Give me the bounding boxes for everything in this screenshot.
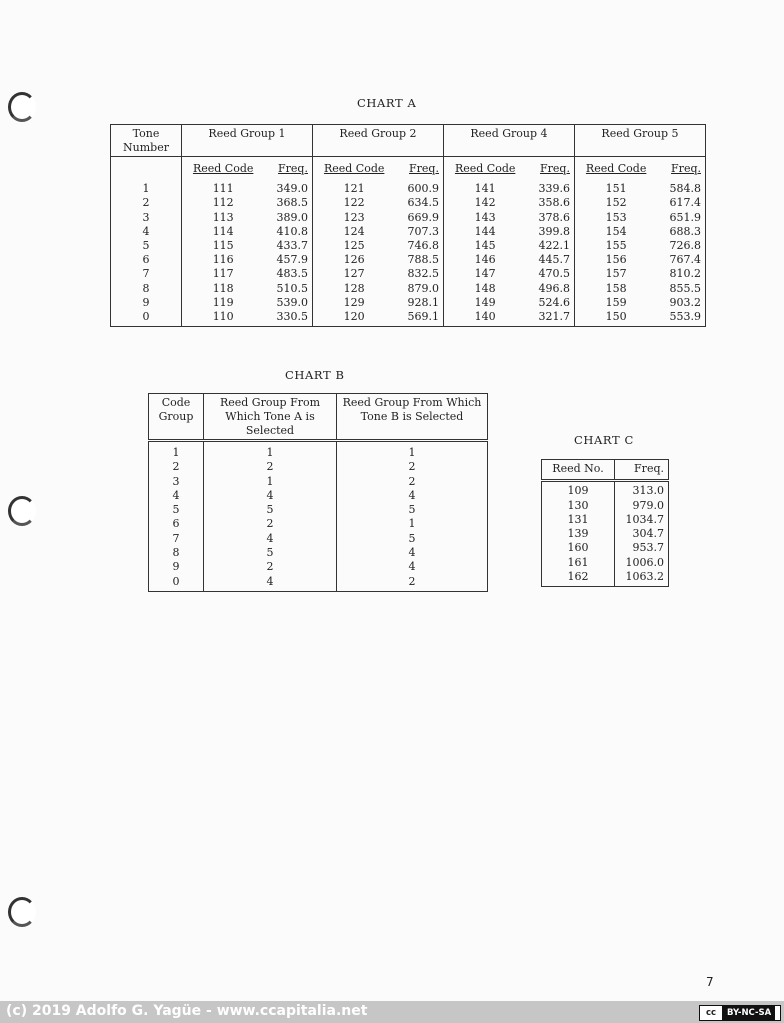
reed-code-cell: 110 bbox=[182, 310, 265, 327]
reed-code-cell: 154 bbox=[574, 225, 657, 239]
freq-cell: 903.2 bbox=[669, 295, 701, 309]
table-row bbox=[149, 446, 488, 460]
table-row bbox=[542, 499, 669, 513]
binder-hole-top bbox=[8, 92, 36, 122]
header-tone-a-group: Reed Group From Which Tone A is Selected bbox=[204, 394, 337, 441]
freq-cell: 569.1 bbox=[407, 310, 439, 324]
freq-cell: 358.6 bbox=[538, 196, 570, 210]
freq-cell: 483.5 bbox=[276, 267, 308, 281]
subheader-reed-code: Reed Code bbox=[454, 162, 516, 175]
reed-code-cell: 140 bbox=[443, 310, 526, 327]
reed-code-cell: 119 bbox=[182, 296, 265, 310]
freq-cell: 339.6 bbox=[538, 182, 570, 196]
table-row bbox=[542, 527, 669, 541]
freq-cell: 378.6 bbox=[538, 210, 570, 224]
header-freq: Freq. bbox=[615, 460, 669, 481]
code-group-cell: 2 bbox=[172, 460, 180, 474]
code-group-cell: 7 bbox=[172, 531, 180, 545]
table-row bbox=[542, 513, 669, 527]
code-group-cell: 4 bbox=[172, 488, 180, 502]
chart-b-title: CHART B bbox=[285, 368, 345, 382]
tone-a-group-cell: 2 bbox=[204, 560, 337, 574]
freq-cell: 1063.2 bbox=[615, 570, 669, 587]
code-group-cell: 9 bbox=[172, 560, 180, 574]
reed-code-cell: 124 bbox=[312, 225, 395, 239]
tone-number-cell: 9 bbox=[142, 295, 150, 309]
header-reed-group-4: Reed Group 4 bbox=[443, 125, 574, 157]
reed-no-cell: 162 bbox=[567, 570, 589, 584]
tone-a-group-cell: 2 bbox=[204, 517, 337, 531]
freq-cell: 707.3 bbox=[407, 224, 439, 238]
tone-number-cell: 5 bbox=[142, 239, 150, 253]
reed-no-cell: 139 bbox=[567, 527, 589, 541]
reed-code-cell: 155 bbox=[574, 239, 657, 253]
header-reed-group-5: Reed Group 5 bbox=[574, 125, 705, 157]
freq-cell: 470.5 bbox=[538, 267, 570, 281]
freq-cell: 389.0 bbox=[276, 210, 308, 224]
freq-cell: 1034.7 bbox=[615, 513, 669, 527]
tone-a-group-cell: 5 bbox=[204, 503, 337, 517]
chart-b-table bbox=[148, 393, 488, 592]
table-row bbox=[111, 211, 706, 225]
freq-cell: 879.0 bbox=[407, 281, 439, 295]
reed-code-cell: 158 bbox=[574, 282, 657, 296]
tone-a-group-cell: 1 bbox=[204, 475, 337, 489]
subheader-reed-code: Reed Code bbox=[323, 162, 385, 175]
code-group-cell: 6 bbox=[172, 517, 180, 531]
table-row bbox=[111, 196, 706, 210]
reed-code-cell: 141 bbox=[443, 182, 526, 196]
reed-code-cell: 113 bbox=[182, 211, 265, 225]
freq-cell: 313.0 bbox=[615, 484, 669, 498]
table-row bbox=[149, 532, 488, 546]
tone-number-cell: 3 bbox=[142, 210, 150, 224]
license-terms: BY-NC-SA bbox=[723, 1006, 775, 1020]
table-row bbox=[149, 489, 488, 503]
footer-copyright: (c) 2019 Adolfo G. Yagüe - www.ccapitalia.net bbox=[6, 1003, 368, 1019]
subheader-freq: Freq. bbox=[409, 162, 439, 175]
reed-code-cell: 120 bbox=[312, 310, 395, 327]
tone-number-cell: 7 bbox=[142, 267, 150, 281]
table-row bbox=[542, 556, 669, 570]
chart-a-subheader-row bbox=[111, 157, 706, 183]
reed-code-cell: 156 bbox=[574, 253, 657, 267]
cc-icon: cc bbox=[700, 1006, 723, 1020]
freq-cell: 445.7 bbox=[538, 253, 570, 267]
reed-code-cell: 118 bbox=[182, 282, 265, 296]
table-row bbox=[149, 517, 488, 531]
reed-code-cell: 114 bbox=[182, 225, 265, 239]
freq-cell: 304.7 bbox=[615, 527, 669, 541]
freq-cell: 651.9 bbox=[669, 210, 701, 224]
tone-b-group-cell: 4 bbox=[337, 489, 488, 503]
freq-cell: 368.5 bbox=[276, 196, 308, 210]
reed-code-cell: 147 bbox=[443, 267, 526, 281]
freq-cell: 953.7 bbox=[615, 541, 669, 555]
freq-cell: 928.1 bbox=[407, 295, 439, 309]
tone-a-group-cell: 4 bbox=[204, 489, 337, 503]
table-row bbox=[149, 560, 488, 574]
header-code-group: Code Group bbox=[149, 394, 204, 441]
tone-b-group-cell: 2 bbox=[337, 575, 488, 592]
tone-b-group-cell: 2 bbox=[337, 475, 488, 489]
subheader-reed-code: Reed Code bbox=[192, 162, 254, 175]
reed-code-cell: 146 bbox=[443, 253, 526, 267]
tone-a-group-cell: 4 bbox=[204, 532, 337, 546]
freq-cell: 330.5 bbox=[276, 310, 308, 324]
reed-code-cell: 157 bbox=[574, 267, 657, 281]
reed-code-cell: 145 bbox=[443, 239, 526, 253]
table-row bbox=[149, 575, 488, 592]
reed-code-cell: 125 bbox=[312, 239, 395, 253]
reed-code-cell: 127 bbox=[312, 267, 395, 281]
binder-hole-bottom bbox=[8, 897, 36, 927]
reed-code-cell: 115 bbox=[182, 239, 265, 253]
tone-number-cell: 6 bbox=[142, 253, 150, 267]
subheader-freq: Freq. bbox=[671, 162, 701, 175]
chart-c-title: CHART C bbox=[574, 433, 634, 447]
chart-a-header-row bbox=[111, 125, 706, 157]
code-group-cell: 0 bbox=[172, 574, 180, 588]
freq-cell: 746.8 bbox=[407, 239, 439, 253]
reed-code-cell: 148 bbox=[443, 282, 526, 296]
tone-a-group-cell: 4 bbox=[204, 575, 337, 592]
freq-cell: 788.5 bbox=[407, 253, 439, 267]
subheader-reed-code: Reed Code bbox=[585, 162, 647, 175]
reed-code-cell: 152 bbox=[574, 196, 657, 210]
freq-cell: 433.7 bbox=[276, 239, 308, 253]
code-group-cell: 5 bbox=[172, 503, 180, 517]
freq-cell: 410.8 bbox=[276, 224, 308, 238]
code-group-cell: 8 bbox=[172, 546, 180, 560]
reed-code-cell: 121 bbox=[312, 182, 395, 196]
freq-cell: 349.0 bbox=[276, 182, 308, 196]
freq-cell: 669.9 bbox=[407, 210, 439, 224]
tone-b-group-cell: 1 bbox=[337, 517, 488, 531]
table-row bbox=[542, 484, 669, 498]
tone-number-cell: 8 bbox=[142, 281, 150, 295]
header-reed-group-2: Reed Group 2 bbox=[312, 125, 443, 157]
reed-code-cell: 142 bbox=[443, 196, 526, 210]
chart-a-table bbox=[110, 124, 706, 327]
header-reed-no: Reed No. bbox=[542, 460, 615, 481]
tone-a-group-cell: 5 bbox=[204, 546, 337, 560]
tone-b-group-cell: 2 bbox=[337, 460, 488, 474]
page-number: 7 bbox=[706, 975, 714, 989]
table-row bbox=[111, 267, 706, 281]
tone-b-group-cell: 5 bbox=[337, 532, 488, 546]
freq-cell: 855.5 bbox=[669, 281, 701, 295]
tone-number-cell: 0 bbox=[142, 310, 150, 324]
reed-no-cell: 161 bbox=[567, 555, 589, 569]
freq-cell: 600.9 bbox=[407, 182, 439, 196]
table-row bbox=[149, 460, 488, 474]
reed-code-cell: 116 bbox=[182, 253, 265, 267]
reed-code-cell: 126 bbox=[312, 253, 395, 267]
table-row bbox=[111, 239, 706, 253]
table-row bbox=[111, 225, 706, 239]
table-row bbox=[111, 282, 706, 296]
tone-number-cell: 2 bbox=[142, 196, 150, 210]
tone-a-group-cell: 2 bbox=[204, 460, 337, 474]
chart-a-title: CHART A bbox=[357, 96, 417, 110]
reed-code-cell: 122 bbox=[312, 196, 395, 210]
reed-code-cell: 123 bbox=[312, 211, 395, 225]
tone-number-cell: 4 bbox=[142, 224, 150, 238]
header-tone-number: Tone Number bbox=[111, 125, 182, 157]
freq-cell: 399.8 bbox=[538, 224, 570, 238]
header-reed-group-1: Reed Group 1 bbox=[182, 125, 313, 157]
table-row bbox=[149, 546, 488, 560]
tone-b-group-cell: 5 bbox=[337, 503, 488, 517]
freq-cell: 726.8 bbox=[669, 239, 701, 253]
table-row bbox=[111, 296, 706, 310]
freq-cell: 810.2 bbox=[669, 267, 701, 281]
chart-c-header-row bbox=[542, 460, 669, 481]
reed-code-cell: 143 bbox=[443, 211, 526, 225]
freq-cell: 539.0 bbox=[276, 295, 308, 309]
tone-b-group-cell: 4 bbox=[337, 560, 488, 574]
table-row bbox=[149, 503, 488, 517]
table-row bbox=[111, 310, 706, 327]
footer-bar bbox=[0, 1001, 784, 1023]
reed-code-cell: 144 bbox=[443, 225, 526, 239]
freq-cell: 524.6 bbox=[538, 295, 570, 309]
reed-no-cell: 131 bbox=[567, 512, 589, 526]
reed-no-cell: 109 bbox=[567, 484, 589, 498]
reed-code-cell: 129 bbox=[312, 296, 395, 310]
freq-cell: 617.4 bbox=[669, 196, 701, 210]
table-row bbox=[111, 253, 706, 267]
reed-code-cell: 112 bbox=[182, 196, 265, 210]
reed-code-cell: 150 bbox=[574, 310, 657, 327]
tone-number-cell: 1 bbox=[142, 182, 150, 196]
freq-cell: 553.9 bbox=[669, 310, 701, 324]
code-group-cell: 1 bbox=[172, 446, 180, 459]
table-row bbox=[149, 475, 488, 489]
code-group-cell: 3 bbox=[172, 474, 180, 488]
freq-cell: 979.0 bbox=[615, 499, 669, 513]
header-tone-b-group: Reed Group From Which Tone B is Selected bbox=[337, 394, 488, 441]
freq-cell: 321.7 bbox=[538, 310, 570, 324]
table-row bbox=[542, 570, 669, 587]
reed-no-cell: 160 bbox=[567, 541, 589, 555]
reed-code-cell: 111 bbox=[182, 182, 265, 196]
chart-b-header-row bbox=[149, 394, 488, 441]
license-badge bbox=[699, 1005, 781, 1021]
freq-cell: 767.4 bbox=[669, 253, 701, 267]
subheader-freq: Freq. bbox=[278, 162, 308, 175]
table-row bbox=[111, 182, 706, 196]
freq-cell: 832.5 bbox=[407, 267, 439, 281]
reed-no-cell: 130 bbox=[567, 498, 589, 512]
freq-cell: 496.8 bbox=[538, 281, 570, 295]
freq-cell: 422.1 bbox=[538, 239, 570, 253]
freq-cell: 584.8 bbox=[669, 182, 701, 196]
reed-code-cell: 128 bbox=[312, 282, 395, 296]
reed-code-cell: 151 bbox=[574, 182, 657, 196]
binder-hole-middle bbox=[8, 496, 36, 526]
reed-code-cell: 159 bbox=[574, 296, 657, 310]
reed-code-cell: 149 bbox=[443, 296, 526, 310]
chart-c-table bbox=[541, 459, 669, 587]
tone-a-group-cell: 1 bbox=[204, 446, 337, 460]
freq-cell: 457.9 bbox=[276, 253, 308, 267]
subheader-freq: Freq. bbox=[540, 162, 570, 175]
tone-b-group-cell: 1 bbox=[337, 446, 488, 460]
table-row bbox=[542, 541, 669, 555]
freq-cell: 510.5 bbox=[276, 281, 308, 295]
freq-cell: 1006.0 bbox=[615, 556, 669, 570]
reed-code-cell: 153 bbox=[574, 211, 657, 225]
reed-code-cell: 117 bbox=[182, 267, 265, 281]
tone-b-group-cell: 4 bbox=[337, 546, 488, 560]
freq-cell: 688.3 bbox=[669, 224, 701, 238]
freq-cell: 634.5 bbox=[407, 196, 439, 210]
